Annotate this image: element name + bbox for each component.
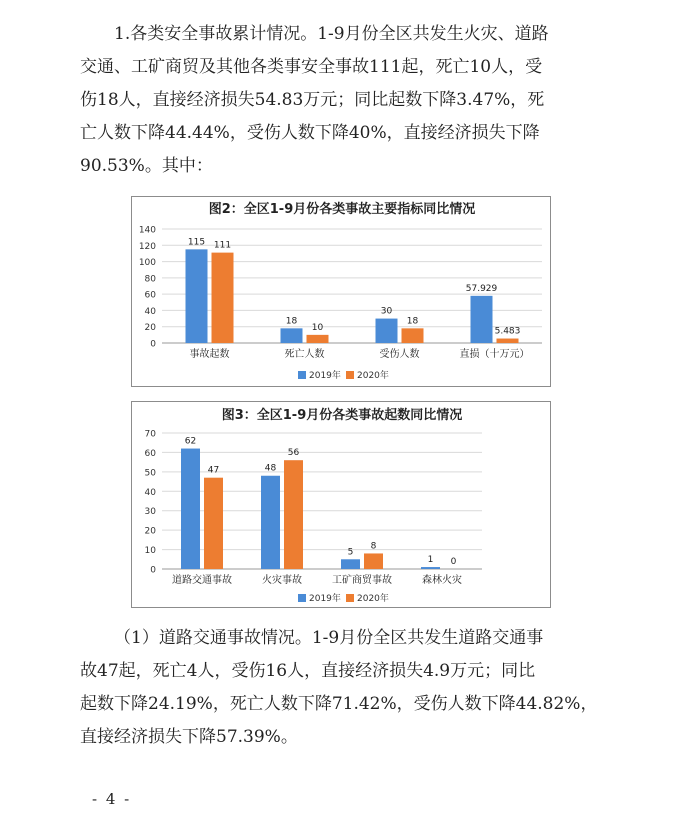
y-tick-label: 80 — [144, 274, 156, 285]
text-line: 直接经济损失下降57.39%。 — [80, 727, 298, 747]
data-label: 57.929 — [465, 283, 498, 294]
bar-2020 — [284, 460, 303, 569]
data-label: 115 — [187, 237, 206, 248]
bar-2020 — [497, 339, 519, 343]
bar-2019 — [261, 476, 280, 569]
x-tick-label: 森林火灾 — [422, 575, 462, 586]
bar-2020 — [402, 328, 424, 343]
y-tick-label: 10 — [144, 546, 156, 557]
text-line: 伤18人，直接经济损失54.83万元；同比起数下降3.47%，死 — [80, 90, 545, 110]
x-tick-label: 工矿商贸事故 — [332, 575, 392, 586]
data-label: 18 — [285, 316, 298, 327]
legend-label: 2020年 — [357, 371, 389, 381]
data-label: 111 — [213, 240, 232, 251]
text-line: 起数下降24.19%，死亡人数下降71.42%，受伤人数下降44.82%， — [80, 694, 598, 714]
text-line: （1）道路交通事故情况。1-9月份全区共发生道路交通事 — [114, 628, 544, 648]
y-tick-label: 50 — [144, 468, 156, 479]
x-tick-label: 火灾事故 — [262, 575, 302, 586]
data-label: 30 — [380, 306, 393, 317]
text-line: 亡人数下降44.44%，受伤人数下降40%，直接经济损失下降 — [80, 123, 540, 143]
page-number: - 4 - — [92, 790, 132, 808]
y-tick-label: 100 — [138, 258, 156, 269]
text-line: 交通、工矿商贸及其他各类事安全事故111起，死亡10人，受 — [80, 57, 543, 77]
legend-swatch — [346, 594, 354, 602]
chart-title: 图2：全区1-9月份各类事故主要指标同比情况 — [208, 202, 476, 217]
chart-main-indicators — [131, 196, 551, 387]
y-tick-label: 30 — [144, 507, 156, 518]
chart-accident-counts — [131, 401, 551, 608]
y-tick-label: 40 — [144, 306, 156, 317]
x-tick-label: 死亡人数 — [284, 349, 325, 360]
legend-label: 2020年 — [357, 594, 389, 604]
legend-label: 2019年 — [309, 371, 341, 381]
y-tick-label: 20 — [144, 323, 156, 334]
y-tick-label: 0 — [150, 565, 156, 576]
data-label: 0 — [450, 557, 457, 567]
y-tick-label: 60 — [144, 290, 156, 301]
data-label: 1 — [427, 555, 434, 566]
y-tick-label: 0 — [150, 339, 156, 350]
data-label: 5.483 — [494, 326, 521, 337]
y-tick-label: 140 — [138, 225, 156, 236]
chart-title: 图3：全区1-9月份各类事故起数同比情况 — [221, 408, 463, 423]
text-line: 90.53%。其中： — [80, 156, 213, 176]
y-tick-label: 40 — [144, 487, 156, 498]
legend-swatch — [298, 594, 306, 602]
legend-label: 2019年 — [309, 594, 341, 604]
text-line: 1.各类安全事故累计情况。1-9月份全区共发生火灾、道路 — [114, 24, 549, 44]
bar-2020 — [364, 553, 383, 569]
x-tick-label: 事故起数 — [189, 349, 230, 360]
data-label: 5 — [347, 547, 354, 558]
data-label: 48 — [264, 463, 277, 474]
y-tick-label: 70 — [144, 429, 156, 440]
y-tick-label: 120 — [138, 241, 156, 252]
paragraph-road-traffic — [80, 622, 600, 754]
chart2-svg — [132, 197, 552, 388]
bar-2019 — [181, 449, 200, 569]
legend-swatch — [346, 371, 354, 379]
bar-2019 — [376, 319, 398, 343]
data-label: 10 — [311, 322, 324, 333]
x-tick-label: 直损（十万元） — [459, 349, 530, 360]
y-tick-label: 60 — [144, 448, 156, 459]
data-label: 47 — [207, 465, 220, 476]
data-label: 18 — [406, 316, 419, 327]
data-label: 8 — [370, 541, 377, 552]
x-tick-label: 受伤人数 — [379, 349, 420, 360]
bar-2020 — [307, 335, 329, 343]
bar-2020 — [204, 478, 223, 569]
data-label: 56 — [287, 448, 300, 459]
bar-2019 — [471, 296, 493, 343]
text-line: 故47起，死亡4人，受伤16人，直接经济损失4.9万元；同比 — [80, 661, 536, 681]
bar-2019 — [186, 249, 208, 343]
data-label: 62 — [184, 436, 197, 447]
bar-2019 — [421, 567, 440, 569]
bar-2019 — [341, 559, 360, 569]
bar-2019 — [281, 328, 303, 343]
y-tick-label: 20 — [144, 526, 156, 537]
bar-2020 — [212, 253, 234, 343]
paragraph-overview — [80, 18, 600, 183]
chart3-svg — [132, 402, 552, 609]
legend-swatch — [298, 371, 306, 379]
x-tick-label: 道路交通事故 — [172, 575, 232, 586]
